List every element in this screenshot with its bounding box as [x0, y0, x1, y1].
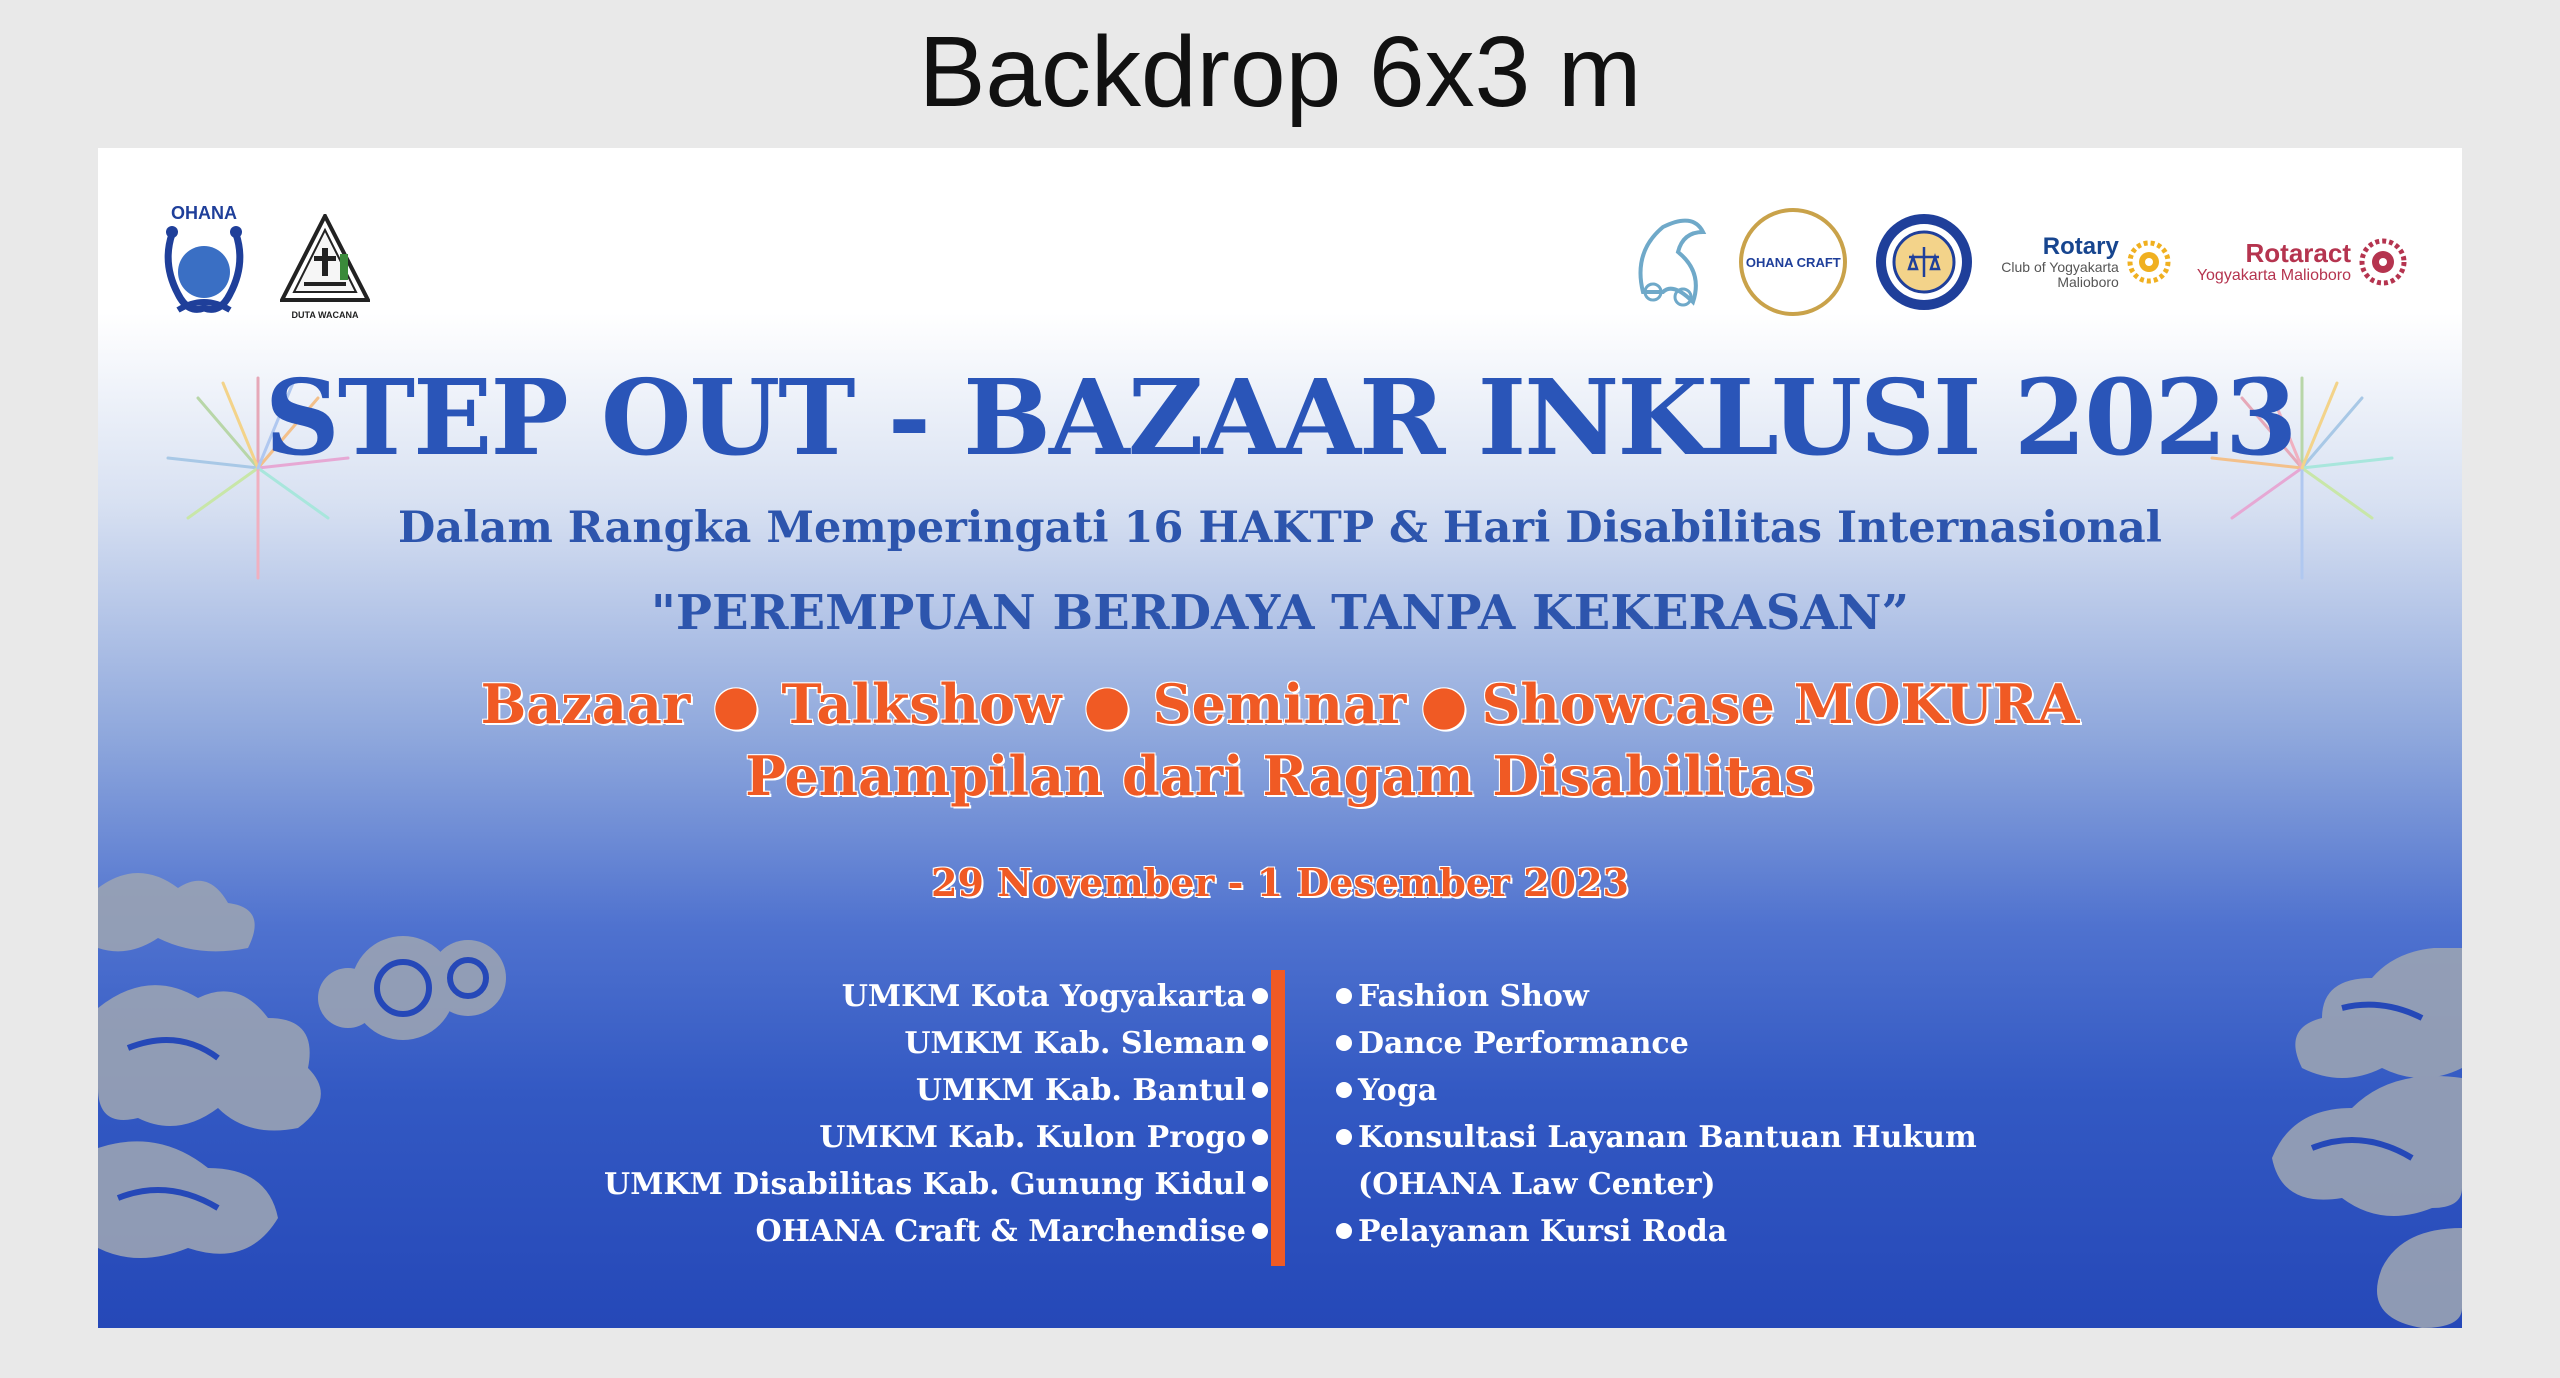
rotary-wheel-icon: [2127, 240, 2171, 284]
rotary-name: Rotary: [2042, 233, 2119, 260]
activities-line-1: [98, 668, 2462, 740]
activity-seminar: Seminar: [1152, 672, 1407, 736]
bullet-icon: [1336, 988, 1352, 1004]
list-item: Fashion Show: [1330, 973, 1977, 1020]
dot-separator-icon: ●: [712, 672, 760, 736]
duta-wacana-shield-icon: [280, 214, 370, 310]
list-item: UMKM Kab. Sleman: [604, 1020, 1274, 1067]
dot-separator-icon: ●: [1420, 672, 1468, 736]
rotary-logo: [2001, 234, 2171, 290]
page-heading: Backdrop 6x3 m: [918, 16, 1642, 128]
cloud-left-icon: [98, 848, 518, 1288]
event-dates: 29 November - 1 Desember 2023: [931, 860, 1629, 905]
activity-bazaar: Bazaar: [480, 672, 691, 736]
program-list: [1330, 973, 1977, 1255]
rotary-sub-1: Club of Yogyakarta: [2001, 259, 2119, 275]
activity-showcase: Showcase MOKURA: [1481, 672, 2080, 736]
bullet-icon: [1252, 1035, 1268, 1051]
backdrop-banner: [98, 148, 2462, 1328]
bullet-icon: [1336, 1223, 1352, 1239]
activity-talkshow: Talkshow: [781, 672, 1062, 736]
duta-wacana-text: DUTA WACANA: [291, 310, 359, 320]
list-item: UMKM Kota Yogyakarta: [604, 973, 1274, 1020]
rotaract-sub: Yogyakarta Malioboro: [2196, 267, 2351, 284]
list-item: Konsultasi Layanan Bantuan Hukum: [1330, 1114, 1977, 1161]
ohana-logo: [158, 203, 250, 320]
bullet-icon: [1252, 1129, 1268, 1145]
list-item: UMKM Disabilitas Kab. Gunung Kidul: [604, 1161, 1274, 1208]
list-item: OHANA Craft & Marchendise: [604, 1208, 1274, 1255]
bullet-icon: [1336, 1035, 1352, 1051]
ohana-emblem-icon: [158, 224, 250, 320]
event-title: STEP OUT - BAZAAR INKLUSI 2023: [264, 356, 2296, 479]
bullet-icon: [1252, 1082, 1268, 1098]
duta-wacana-logo: [280, 214, 370, 320]
bullet-icon: [1252, 1176, 1268, 1192]
rotaract-name: Rotaract: [2245, 238, 2351, 268]
dolphin-logo-icon: [1623, 212, 1713, 312]
event-subtitle: Dalam Rangka Memperingati 16 HAKTP & Hari Disabilitas Internasional: [397, 503, 2163, 553]
list-item: UMKM Kab. Kulon Progo: [604, 1114, 1274, 1161]
ohana-craft-text: OHANA CRAFT: [1745, 254, 1841, 270]
list-item: Pelayanan Kursi Roda: [1330, 1208, 1977, 1255]
rotaract-wheel-icon: [2359, 238, 2407, 286]
bullet-icon: [1252, 1223, 1268, 1239]
rotary-sub-2: Malioboro: [2057, 274, 2119, 290]
activities-line-2: Penampilan dari Ragam Disabilitas: [745, 744, 1815, 808]
ohana-craft-logo: [1739, 208, 1847, 316]
list-item: Yoga: [1330, 1067, 1977, 1114]
list-item: Dance Performance: [1330, 1020, 1977, 1067]
list-item: UMKM Kab. Bantul: [604, 1067, 1274, 1114]
bullet-icon: [1252, 988, 1268, 1004]
umkm-list: [604, 973, 1274, 1255]
dot-separator-icon: ●: [1083, 672, 1131, 736]
bullet-icon: [1336, 1082, 1352, 1098]
cloud-right-icon: [2122, 948, 2462, 1328]
rotaract-logo: [2197, 238, 2407, 286]
list-item: (OHANA Law Center): [1358, 1167, 1716, 1202]
bullet-icon: [1336, 1129, 1352, 1145]
activities-block: [98, 668, 2462, 812]
ohana-logo-text: OHANA: [171, 203, 237, 223]
orange-divider: [1271, 970, 1285, 1266]
event-tagline: "PEREMPUAN BERDAYA TANPA KEKERASAN”: [650, 585, 1910, 641]
law-center-seal-icon: [1873, 211, 1975, 313]
